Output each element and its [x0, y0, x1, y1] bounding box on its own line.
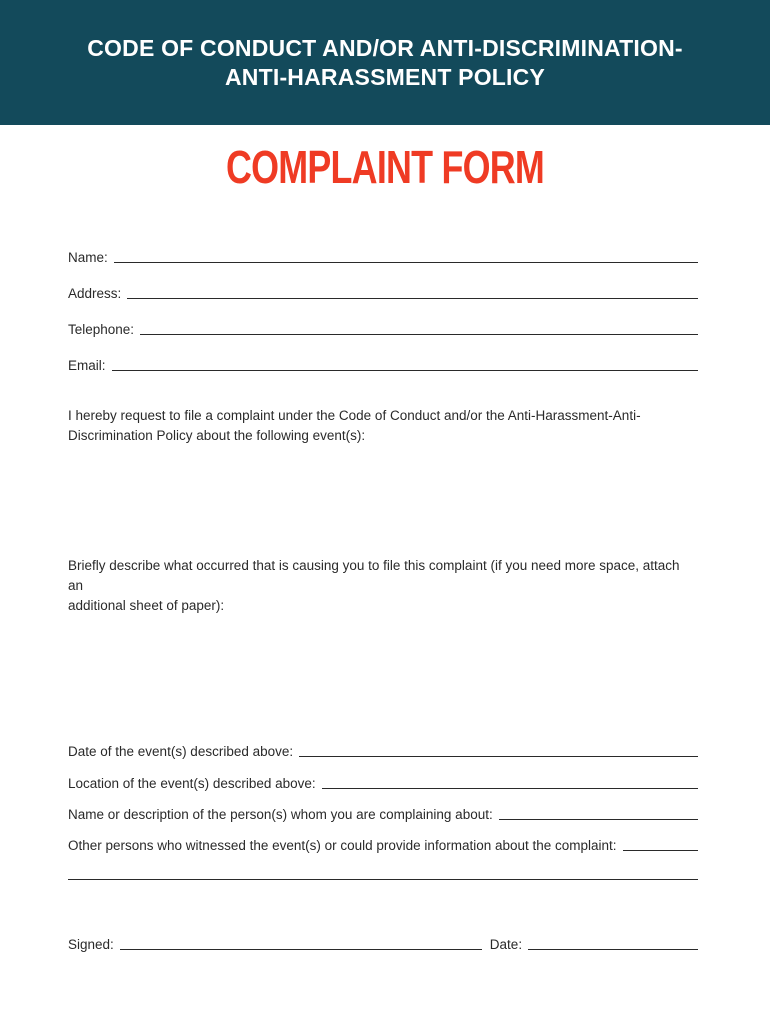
describe-line-1: Briefly describe what occurred that is causing you to file this complaint (if you need more space, attach an	[68, 558, 680, 593]
name-line[interactable]	[114, 262, 698, 263]
persons-label: Name or description of the person(s) whom you are complaining about:	[68, 807, 493, 822]
telephone-label: Telephone:	[68, 322, 135, 337]
persons-field[interactable]	[68, 803, 698, 823]
request-line-2: Discrimination Policy about the following event(s):	[68, 428, 366, 443]
event-location-label: Location of the event(s) described above:	[68, 776, 316, 791]
event-date-label: Date of the event(s) described above:	[68, 744, 294, 759]
signature-date-line[interactable]	[528, 949, 698, 950]
event-date-line[interactable]	[299, 756, 698, 757]
email-field[interactable]	[68, 354, 698, 374]
header-banner	[0, 0, 770, 125]
telephone-line[interactable]	[140, 334, 698, 335]
witnesses-label: Other persons who witnessed the event(s) or could provide information about the complaint:	[68, 838, 617, 853]
address-label: Address:	[68, 286, 122, 301]
header-title-line-1: CODE OF CONDUCT AND/OR ANTI-DISCRIMINATION-	[87, 34, 683, 61]
header-title-line-2: ANTI-HARASSMENT POLICY	[224, 63, 545, 90]
signed-line[interactable]	[120, 949, 482, 950]
address-line[interactable]	[127, 298, 698, 299]
telephone-field[interactable]	[68, 318, 698, 338]
describe-line-2: additional sheet of paper):	[68, 598, 225, 613]
describe-paragraph	[68, 556, 698, 616]
name-field[interactable]	[68, 246, 698, 266]
signed-label: Signed:	[68, 937, 114, 952]
email-label: Email:	[68, 358, 106, 373]
event-location-field[interactable]	[68, 772, 698, 792]
request-paragraph	[68, 406, 698, 446]
witnesses-continuation-line[interactable]	[68, 879, 698, 880]
witnesses-line[interactable]	[623, 850, 698, 851]
persons-line[interactable]	[499, 819, 698, 820]
event-date-field[interactable]	[68, 740, 698, 760]
witnesses-field[interactable]	[68, 834, 698, 854]
address-field[interactable]	[68, 282, 698, 302]
signature-row	[68, 933, 698, 953]
name-label: Name:	[68, 250, 108, 265]
form-title: COMPLAINT FORM	[226, 141, 544, 193]
signature-date-label: Date:	[489, 937, 523, 952]
email-line[interactable]	[112, 370, 698, 371]
request-line-1: I hereby request to file a complaint under the Code of Conduct and/or the Anti-Harassment-Anti-	[68, 408, 641, 423]
event-location-line[interactable]	[322, 788, 698, 789]
